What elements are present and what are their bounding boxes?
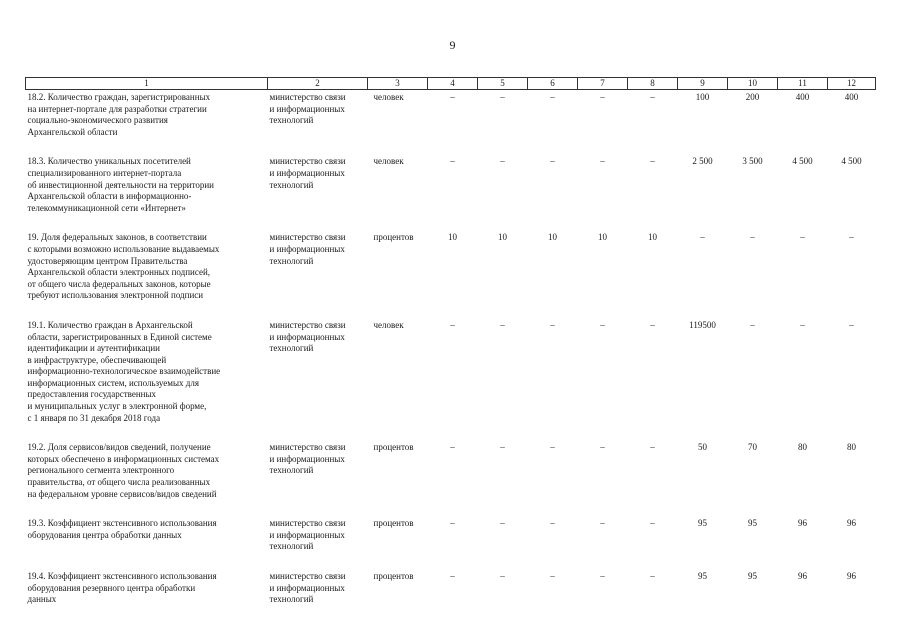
indicator-value: – — [849, 232, 854, 243]
indicator-value: – — [500, 92, 505, 102]
indicator-value: 2 500 — [692, 156, 713, 167]
responsible-organization: министерство связи и информационных технологий — [269, 92, 346, 126]
indicator-value: – — [600, 92, 605, 102]
unit-of-measure: процентов — [373, 232, 414, 243]
indicator-value: 400 — [844, 92, 859, 102]
column-header: 1 — [26, 78, 268, 90]
column-header: 9 — [678, 78, 728, 90]
indicator-value: 10 — [448, 232, 457, 243]
table-row — [26, 516, 876, 569]
indicator-name: 19.2. Доля сервисов/видов сведений, получение которых обеспечено в информационных системах регионального сегмента электронного правительства, от общего числа реализованных на федеральном уровне сервисов/видов сведений — [27, 442, 220, 499]
indicator-value: 4 500 — [792, 156, 813, 167]
indicator-value: – — [600, 319, 605, 330]
indicator-value: – — [550, 518, 555, 529]
column-header: 8 — [628, 78, 678, 90]
responsible-organization: министерство связи и информационных технологий — [269, 156, 346, 190]
indicator-value: – — [600, 442, 605, 453]
responsible-organization: министерство связи и информационных технологий — [269, 571, 346, 605]
indicator-value: – — [650, 442, 655, 453]
indicator-value: – — [450, 571, 455, 581]
unit-of-measure: процентов — [373, 518, 414, 529]
indicator-value: 96 — [798, 518, 807, 529]
indicator-name: 19.1. Количество граждан в Архангельской области, зарегистрированных в Единой системе идентификации и аутентификации в инфраструктуре, обеспечивающей информационно-технологическое взаимодействие информационных систем, используемых для предоставления государственных и муниципальных услуг в электронной форме, с 1 января по 31 декабря 2018 года — [27, 319, 221, 423]
table-row — [26, 230, 876, 318]
indicator-value: – — [750, 319, 755, 330]
indicator-value: – — [500, 319, 505, 330]
indicator-value: – — [550, 571, 555, 581]
unit-of-measure: процентов — [373, 571, 414, 581]
unit-of-measure: человек — [373, 156, 404, 167]
indicator-value: 4 500 — [841, 156, 862, 167]
indicator-value: – — [650, 571, 655, 581]
responsible-organization: министерство связи и информационных технологий — [269, 319, 346, 354]
indicator-value: – — [650, 518, 655, 529]
indicator-value: 50 — [698, 442, 707, 453]
column-header: 11 — [778, 78, 828, 90]
indicator-value: 200 — [745, 92, 760, 102]
indicator-value: – — [550, 156, 555, 167]
indicator-value: – — [650, 319, 655, 330]
indicator-value: 10 — [598, 232, 607, 243]
indicator-value: 3 500 — [742, 156, 763, 167]
indicator-value: – — [550, 319, 555, 330]
column-header: 6 — [528, 78, 578, 90]
indicator-value: – — [849, 319, 854, 330]
column-header: 2 — [268, 78, 368, 90]
table-row — [26, 440, 876, 516]
indicator-value: – — [500, 518, 505, 529]
indicator-value: 95 — [698, 571, 707, 581]
indicator-value: – — [750, 232, 755, 243]
indicator-value: 95 — [748, 571, 757, 581]
column-header: 5 — [478, 78, 528, 90]
table-row — [26, 569, 876, 622]
indicator-value: – — [450, 156, 455, 167]
table-body — [26, 90, 876, 622]
responsible-organization: министерство связи и информационных технологий — [269, 232, 346, 266]
indicator-value: – — [450, 319, 455, 330]
column-header: 10 — [728, 78, 778, 90]
indicator-value: – — [600, 571, 605, 581]
indicator-value: 80 — [847, 442, 856, 453]
indicator-value: 100 — [695, 92, 710, 102]
responsible-organization: министерство связи и информационных технологий — [269, 442, 346, 476]
column-header: 3 — [368, 78, 428, 90]
indicator-table — [25, 77, 876, 622]
table-row — [26, 154, 876, 230]
table-row — [26, 318, 876, 440]
indicator-value: – — [650, 156, 655, 167]
indicator-value: 95 — [748, 518, 757, 529]
indicator-value: 400 — [795, 92, 810, 102]
indicator-value: – — [500, 442, 505, 453]
unit-of-measure: человек — [373, 92, 404, 102]
column-header: 12 — [828, 78, 876, 90]
indicator-value: – — [650, 92, 655, 102]
column-number-row — [26, 78, 876, 90]
indicator-value: 96 — [798, 571, 807, 581]
indicator-value: – — [800, 319, 805, 330]
indicator-value: 119500 — [689, 319, 716, 330]
indicator-name: 19.4. Коэффициент экстенсивного использования оборудования резервного центра обработки данных — [27, 571, 217, 605]
indicator-value: – — [600, 518, 605, 529]
indicator-value: – — [500, 156, 505, 167]
indicator-value: – — [500, 571, 505, 581]
page-number: 9 — [449, 38, 456, 52]
indicator-value: – — [550, 442, 555, 453]
unit-of-measure: человек — [373, 319, 404, 330]
indicator-value: 10 — [648, 232, 657, 243]
indicator-name: 18.3. Количество уникальных посетителей специализированного интернет-портала об инвестиционной деятельности на территории Архангельской области в информационно- телекоммуникационной сети «Интернет» — [27, 156, 214, 213]
indicator-value: 10 — [548, 232, 557, 243]
unit-of-measure: процентов — [373, 442, 414, 453]
indicator-value: – — [600, 156, 605, 167]
indicator-name: 19.3. Коэффициент экстенсивного использования оборудования центра обработки данных — [27, 518, 217, 540]
responsible-organization: министерство связи и информационных технологий — [269, 518, 346, 552]
indicator-name: 19. Доля федеральных законов, в соответствии с которыми возможно использование выдаваемых удостоверяющим центром Правительства Архангельской области электронных подписей, от общего числа федеральных законов, которые требуют использования электронной подписи — [27, 232, 220, 301]
indicator-value: 80 — [798, 442, 807, 453]
indicator-value: 96 — [847, 571, 856, 581]
indicator-value: – — [450, 442, 455, 453]
indicator-value: – — [800, 232, 805, 243]
indicator-value: – — [700, 232, 705, 243]
indicator-value: 70 — [748, 442, 757, 453]
indicator-value: 95 — [698, 518, 707, 529]
indicator-value: 10 — [498, 232, 507, 243]
column-header: 7 — [578, 78, 628, 90]
indicator-value: – — [450, 518, 455, 529]
indicator-value: – — [550, 92, 555, 102]
column-header: 4 — [428, 78, 478, 90]
indicator-value: 96 — [847, 518, 856, 529]
indicator-value: – — [450, 92, 455, 102]
indicator-name: 18.2. Количество граждан, зарегистрированных на интернет-портале для разработки стратегии социально-экономического развития Архангельской области — [27, 92, 211, 137]
table-row — [26, 90, 876, 155]
